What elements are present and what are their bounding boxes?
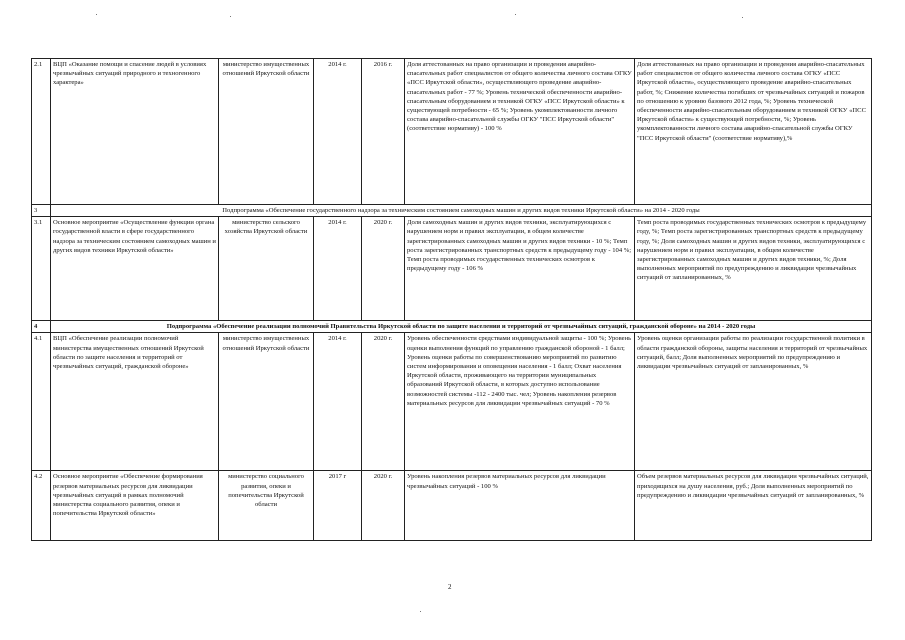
scan-speck bbox=[96, 14, 97, 15]
scan-speck bbox=[230, 16, 231, 17]
page-number: 2 bbox=[448, 583, 452, 591]
subprogram-title: Подпрограмма «Обеспечение реализации полномочий Правительства Иркутской области по защите населения и территорий от чрезвычайных ситуаций, гражданской обороне» на 2014 - 2020 годы bbox=[51, 321, 872, 333]
linked-indicators: Уровень оценки организации работы по реализации государственной политики в области гражданской обороны, защиты населения и территорий от чрезвычайных ситуаций, балл; Доля выполненных мероприятий по предупреждению и ликвидации чрезвычайных ситуаций от запланированных, % bbox=[635, 333, 872, 471]
responsible-org: министерство имущественных отношений Иркутской области bbox=[219, 59, 314, 205]
table-row bbox=[32, 217, 872, 321]
end-year: 2020 г. bbox=[362, 333, 405, 471]
row-number: 2.1 bbox=[32, 59, 51, 205]
subprogram-row bbox=[32, 205, 872, 217]
scan-speck bbox=[742, 17, 743, 18]
row-number: 4 bbox=[32, 321, 51, 333]
scan-speck bbox=[515, 14, 516, 15]
expected-results: Уровень накопления резервов материальных ресурсов для ликвидации чрезвычайных ситуаций - 100 % bbox=[405, 471, 635, 541]
end-year: 2020 г. bbox=[362, 471, 405, 541]
table-row bbox=[32, 59, 872, 205]
row-number: 4.2 bbox=[32, 471, 51, 541]
measure-name: ВЦП «Обеспечение реализации полномочий министерства имущественных отношений Иркутской области по защите населения и территорий от чрезвычайных ситуаций, гражданской обороне» bbox=[51, 333, 219, 471]
responsible-org: министерство социального развития, опеки и попечительства Иркутской области bbox=[219, 471, 314, 541]
responsible-org: министерство сельского хозяйства Иркутской области bbox=[219, 217, 314, 321]
expected-results: Доля самоходных машин и других видов техники, эксплуатирующихся с нарушением норм и правил эксплуатации, в общем количестве зарегистрированных самоходных машин и других видов техники - 10 %; Темп роста зарегистрированных транспортных средств к предыдущему году - 104 %; Темп роста проводимых государственных технических осмотров к предыдущему году - 106 % bbox=[405, 217, 635, 321]
responsible-org: министерство имущественных отношений Иркутской области bbox=[219, 333, 314, 471]
row-number: 3.1 bbox=[32, 217, 51, 321]
expected-results: Доля аттестованных на право организации и проведения аварийно-спасательных работ специалистов от общего количества личного состава ОГКУ «ПСС Иркутской области», осуществляющего проведение аварийно-спасательных работ - 77 %; Уровень технической обеспеченности аварийно-спасательным оборудованием и техникой ОГКУ «ПСС Иркутской области» к существующей потребности - 65 %; Уровень укомплектованности личного состава аварийно-спасательной службы ОГКУ "ПСС Иркутской области" (соответствие нормативу) - 100 % bbox=[405, 59, 635, 205]
end-year: 2020 г. bbox=[362, 217, 405, 321]
row-number: 4.1 bbox=[32, 333, 51, 471]
measure-name: ВЦП «Оказание помощи и спасение людей в условиях чрезвычайных ситуаций природного и техногенного характера» bbox=[51, 59, 219, 205]
start-year: 2014 г. bbox=[314, 333, 362, 471]
row-number: 3 bbox=[32, 205, 51, 217]
end-year: 2016 г. bbox=[362, 59, 405, 205]
start-year: 2014 г. bbox=[314, 59, 362, 205]
linked-indicators: Объем резервов материальных ресурсов для ликвидации чрезвычайных ситуаций, приходящихся на душу населения, руб.; Доля выполненных мероприятий по предупреждению и ликвидации чрезвычайных ситуаций от запланированных, % bbox=[635, 471, 872, 541]
scan-speck bbox=[420, 611, 421, 612]
table-row bbox=[32, 471, 872, 541]
linked-indicators: Доля аттестованных на право организации и проведения аварийно-спасательных работ специалистов от общего количества личного состава ОГКУ «ПСС Иркутской области», осуществляющего проведение аварийно-спасательных работ, %; Снижение количества погибших от чрезвычайных ситуаций и пожаров по отношению к уровню базового 2012 года, %; Уровень технической обеспеченности аварийно-спасательным оборудованием и техникой ОГКУ «ПСС Иркутской области» к существующей потребности, %; Уровень укомплектованности личного состава аварийно-спасательной службы ОГКУ "ПСС Иркутской области" (соответствие нормативу),% bbox=[635, 59, 872, 205]
start-year: 2017 г bbox=[314, 471, 362, 541]
expected-results: Уровень обеспеченности средствами индивидуальной защиты - 100 %; Уровень оценки выполнения функций по управлению гражданской обороной - 1 балл; Уровень оценки работы по совершенствованию мероприятий по развитию систем информирования и оповещения населения - 1 балл; Охват населения Иркутской области, проживающего на территории муниципальных образований Иркутской области, в которых доступно использование возможностей системы -112 - 2400 тыс. чел; Уровень накопления резервов материальных ресурсов для ликвидации чрезвычайных ситуаций - 70 % bbox=[405, 333, 635, 471]
measure-name: Основное мероприятие «Осуществление функции органа государственной власти в сфере государственного надзора за техническим состоянием самоходных машин и других видов техники Иркутской области» bbox=[51, 217, 219, 321]
subprogram-row bbox=[32, 321, 872, 333]
table-row bbox=[32, 333, 872, 471]
measure-name: Основное мероприятие «Обеспечение формирования резервов материальных ресурсов для ликвидации чрезвычайных ситуаций в рамках полномочий министерства социального развития, опеки и попечительства Иркутской области» bbox=[51, 471, 219, 541]
start-year: 2014 г. bbox=[314, 217, 362, 321]
subprogram-title: Подпрограмма «Обеспечение государственного надзора за техническим состоянием самоходных машин и других видов техники Иркутской области» на 2014 - 2020 годы bbox=[51, 205, 872, 217]
document-table bbox=[31, 58, 872, 541]
linked-indicators: Темп роста проводимых государственных технических осмотров к предыдущему году, %; Темп роста зарегистрированных транспортных средств к предыдущему году, %; Доля самоходных машин и других видов техники, эксплуатирующихся с нарушением норм и правил эксплуатации, в общем количестве зарегистрированных самоходных машин и других видов техники, %; Доля выполненных мероприятий по предупреждению и ликвидации чрезвычайных ситуаций от запланированных, % bbox=[635, 217, 872, 321]
